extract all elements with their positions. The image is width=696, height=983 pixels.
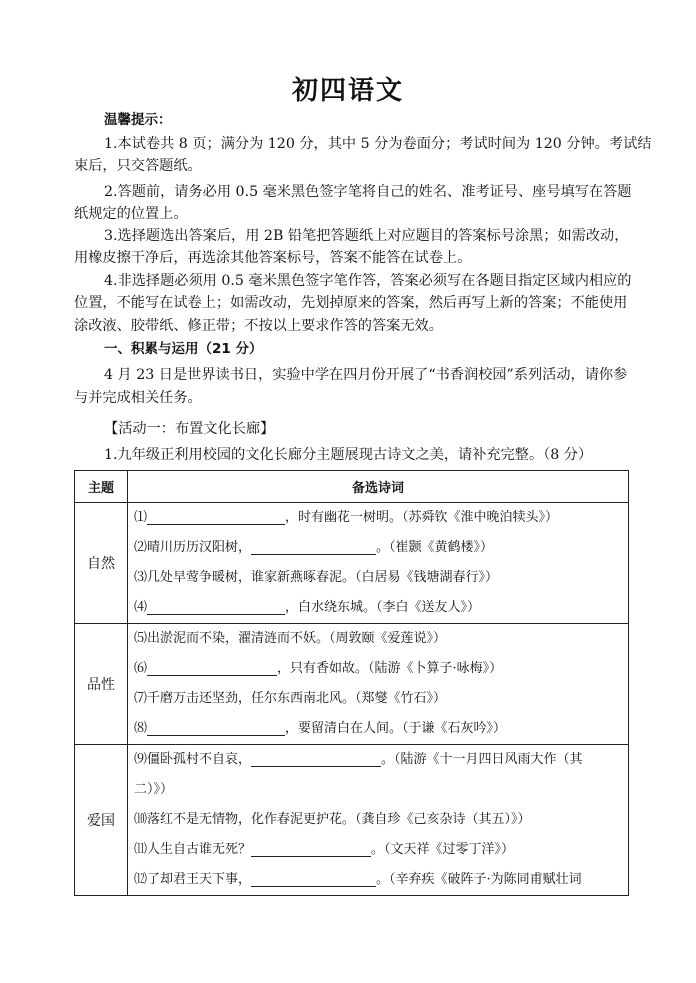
theme-patriotism: 爱国 bbox=[75, 745, 128, 896]
poem-item bbox=[134, 684, 628, 714]
answer-blank[interactable] bbox=[251, 870, 376, 887]
poem-text: 。（崔颢《黄鹤楼》） bbox=[376, 540, 494, 555]
poem-text: ⑴ bbox=[134, 510, 148, 525]
tip-4-line-3: 涂改液、胶带纸、修正带；不按以上要求作答的答案无效。 bbox=[74, 318, 443, 334]
poem-text: ⑼僵卧孤村不自哀， bbox=[134, 752, 252, 767]
activity-heading: 【活动一：布置文化长廊】 bbox=[104, 421, 275, 437]
poem-text: ⑽落红不是无情物，化作春泥更护花。（龚自珍《己亥杂诗（其五）》） bbox=[134, 812, 531, 827]
header-theme: 主题 bbox=[75, 471, 128, 503]
table-row-nature bbox=[75, 503, 629, 624]
poem-text: ⑻ bbox=[134, 721, 148, 736]
poem-text: 。（陆游《十一月四日风雨大作（其 bbox=[381, 752, 583, 767]
poem-text: ⑵晴川历历汉阳树， bbox=[134, 540, 252, 555]
poem-text: ，只有香如故。（陆游《卜算子·咏梅》） bbox=[277, 661, 503, 676]
poem-item bbox=[134, 805, 628, 835]
poem-item bbox=[134, 654, 628, 684]
table-row-patriotism bbox=[75, 745, 629, 896]
poem-text: ⑿了却君王天下事， bbox=[134, 872, 252, 887]
poem-text: ⑾人生自古谁无死？ bbox=[134, 842, 252, 857]
poems-patriotism bbox=[128, 745, 629, 896]
intro-line-1: 4 月 23 日是世界读书日，实验中学在四月份开展了“书香润校园”系列活动，请你参 bbox=[104, 367, 628, 383]
poem-text: 。（辛弃疾《破阵子·为陈同甫赋壮词 bbox=[376, 872, 582, 887]
answer-blank[interactable] bbox=[147, 598, 285, 615]
poems-character bbox=[128, 624, 629, 745]
poem-item bbox=[134, 714, 628, 744]
tip-4-line-2: 位置，不能写在试卷上；如需改动，先划掉原来的答案，然后再写上新的答案；不能使用 bbox=[74, 295, 628, 311]
tip-1-line-2: 束后，只交答题纸。 bbox=[74, 158, 202, 174]
poem-text: ，白水绕东城。（李白《送友人》） bbox=[285, 600, 481, 615]
tip-2-line-2: 纸规定的位置上。 bbox=[74, 206, 188, 222]
poems-nature bbox=[128, 503, 629, 624]
poem-item bbox=[134, 593, 628, 623]
answer-blank[interactable] bbox=[251, 750, 381, 767]
poem-text: ⑶几处早莺争暖树，谁家新燕啄春泥。（白居易《钱塘湖春行》） bbox=[134, 570, 499, 585]
answer-blank[interactable] bbox=[147, 719, 285, 736]
poem-table bbox=[74, 470, 629, 896]
theme-nature: 自然 bbox=[75, 503, 128, 624]
poem-text: ⑷ bbox=[134, 600, 148, 615]
answer-blank[interactable] bbox=[147, 659, 277, 676]
poem-text: ⑸出淤泥而不染，濯清涟而不妖。（周敦颐《爱莲说》） bbox=[134, 631, 447, 646]
page-title: 初四语文 bbox=[291, 76, 404, 106]
poem-text: ，要留清白在人间。（于谦《石灰吟》） bbox=[285, 721, 507, 736]
poem-item bbox=[134, 503, 628, 533]
poem-item bbox=[134, 624, 628, 654]
tip-1-line-1: 1.本试卷共 8 页；满分为 120 分，其中 5 分为卷面分；考试时间为 120 分钟。考试结 bbox=[104, 136, 652, 152]
poem-text: ⑺千磨万击还坚劲，任尔东西南北风。（郑燮《竹石》） bbox=[134, 691, 447, 706]
answer-blank[interactable] bbox=[251, 840, 371, 857]
answer-blank[interactable] bbox=[251, 538, 376, 555]
table-header-row bbox=[75, 471, 629, 503]
poem-text: ⑹ bbox=[134, 661, 148, 676]
answer-blank[interactable] bbox=[147, 508, 285, 525]
poem-text: 。（文天祥《过零丁洋》） bbox=[371, 842, 515, 857]
poem-item bbox=[134, 835, 628, 865]
header-poems: 备选诗词 bbox=[128, 471, 629, 503]
tip-4-line-1: 4.非选择题必须用 0.5 毫米黑色签字笔作答，答案必须写在各题目指定区域内相应的 bbox=[104, 273, 632, 289]
tip-3-line-1: 3.选择题选出答案后，用 2B 铅笔把答题纸上对应题目的答案标号涂黑；如需改动， bbox=[104, 228, 629, 244]
poem-item bbox=[134, 533, 628, 563]
tip-2-line-1: 2.答题前，请务必用 0.5 毫米黑色签字笔将自己的姓名、准考证号、座号填写在答题 bbox=[104, 184, 632, 200]
poem-item bbox=[134, 775, 628, 805]
section-heading: 一、积累与运用（21 分） bbox=[104, 341, 263, 357]
poem-text: 二）》） bbox=[134, 782, 174, 797]
intro-line-2: 与并完成相关任务。 bbox=[74, 390, 202, 406]
poem-item bbox=[134, 563, 628, 593]
poem-item bbox=[134, 745, 628, 775]
theme-character: 品性 bbox=[75, 624, 128, 745]
poem-item bbox=[134, 865, 628, 895]
table-row-character bbox=[75, 624, 629, 745]
poem-text: ，时有幽花一树明。（苏舜钦《淮中晚泊犊头》） bbox=[285, 510, 559, 525]
tips-heading: 温馨提示： bbox=[104, 112, 172, 128]
tip-3-line-2: 用橡皮擦干净后，再选涂其他答案标号，答案不能答在试卷上。 bbox=[74, 250, 472, 266]
question-1: 1.九年级正利用校园的文化长廊分主题展现古诗文之美，请补充完整。（8 分） bbox=[104, 447, 593, 463]
